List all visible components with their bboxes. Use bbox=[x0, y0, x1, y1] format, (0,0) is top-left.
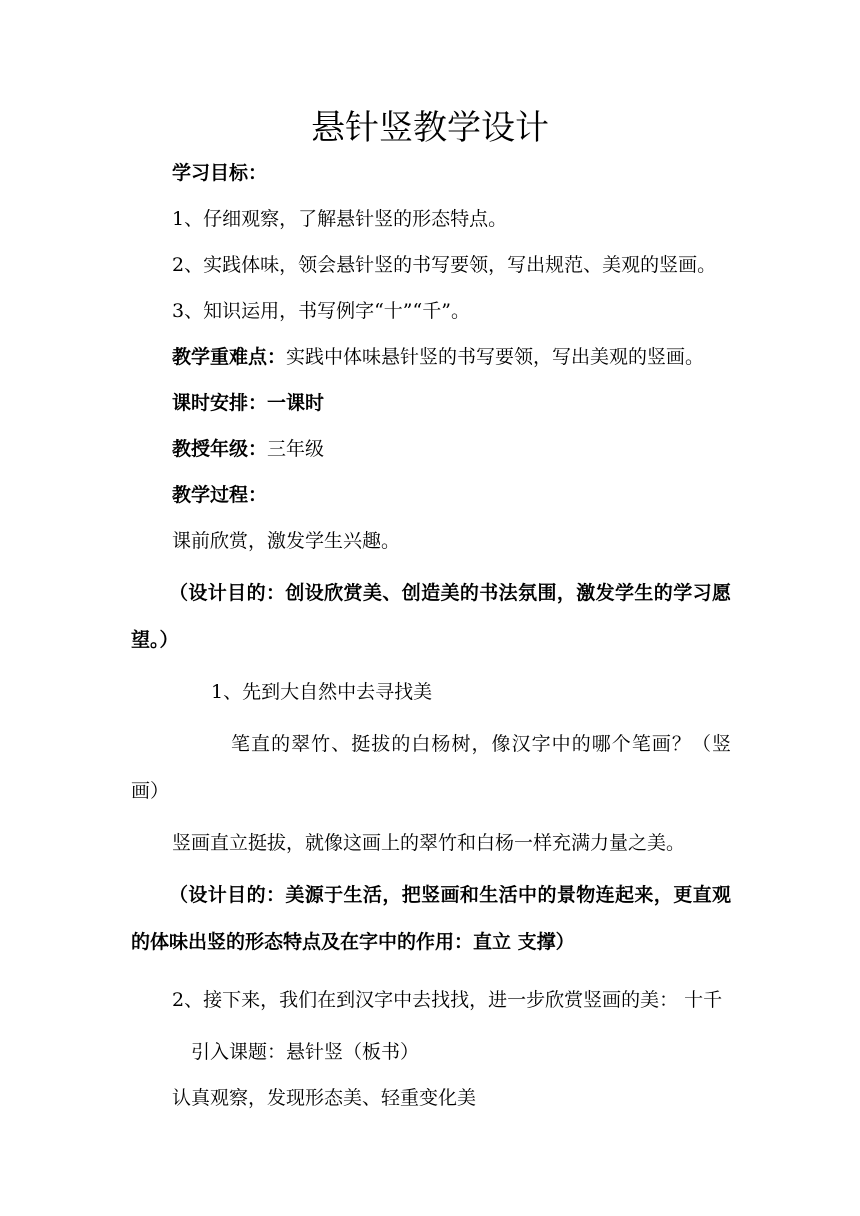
observe-instruction: 认真观察，发现形态美、轻重变化美 bbox=[172, 1087, 477, 1109]
schedule-text: 一课时 bbox=[267, 392, 325, 414]
grade-text: 三年级 bbox=[267, 438, 325, 460]
lesson-topic: 引入课题：悬针竖（板书） bbox=[191, 1041, 420, 1063]
schedule bbox=[131, 386, 731, 421]
objective-item-3: 3、知识运用，书写例字“十”“千”。 bbox=[172, 300, 470, 322]
step-1: 1、先到大自然中去寻找美 bbox=[211, 681, 433, 703]
step-1-question: 笔直的翠竹、挺拔的白杨树，像汉字中的哪个笔画？（竖画） bbox=[131, 733, 731, 802]
process-heading: 教学过程： bbox=[172, 484, 268, 506]
grade-label: 教授年级： bbox=[172, 438, 268, 460]
step-2: 2、接下来，我们在到汉字中去找找，进一步欣赏竖画的美： 十千 bbox=[172, 989, 723, 1011]
grade bbox=[131, 432, 731, 467]
key-points-text: 实践中体味悬针竖的书写要领，写出美观的竖画。 bbox=[286, 346, 705, 368]
key-points bbox=[131, 340, 731, 375]
process-intro: 课前欣赏，激发学生兴趣。 bbox=[172, 530, 401, 552]
step-1-note: 竖画直立挺拔，就像这画上的翠竹和白杨一样充满力量之美。 bbox=[172, 832, 686, 854]
design-purpose-2: （设计目的：美源于生活，把竖画和生活中的景物连起来，更直观的体味出竖的形态特点及在字中的作用：直立 支撑） bbox=[131, 884, 731, 953]
objectives-heading: 学习目标： bbox=[172, 162, 268, 184]
document-title: 悬针竖教学设计 bbox=[311, 108, 549, 148]
objective-item-1: 1、仔细观察，了解悬针竖的形态特点。 bbox=[172, 208, 508, 230]
document-body bbox=[131, 156, 731, 1127]
objective-item-2: 2、实践体味，领会悬针竖的书写要领，写出规范、美观的竖画。 bbox=[172, 254, 717, 276]
schedule-label: 课时安排： bbox=[172, 392, 268, 414]
design-purpose-1: （设计目的：创设欣赏美、创造美的书法氛围，激发学生的学习愿望。） bbox=[131, 582, 731, 651]
key-points-label: 教学重难点： bbox=[172, 346, 287, 368]
